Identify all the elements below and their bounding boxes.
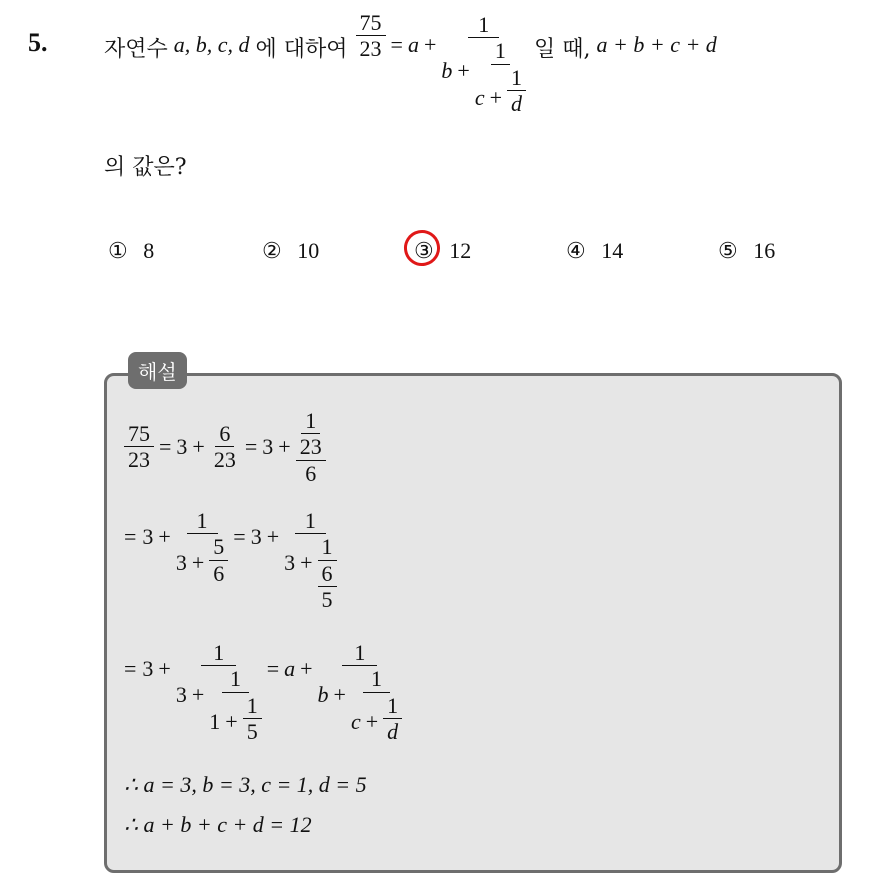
choice-value: 16 [753, 238, 776, 263]
choice-value: 10 [297, 238, 320, 263]
choice-value: 8 [143, 238, 155, 263]
question-prefix: 자연수 [104, 37, 168, 62]
choice-marker: ③ [414, 238, 434, 263]
choice-5[interactable] [718, 238, 775, 264]
question-suffix: 일 때, [534, 37, 591, 62]
solution-step-2: = 3 + 1 3 + $\frac{5}{6}$ = 3 + 1 3 + $\frac{1}{\frac{6}{5}}$ [124, 508, 337, 612]
choice-value: 14 [601, 238, 624, 263]
question-mid: 에 대하여 [255, 37, 348, 62]
choice-4[interactable] [566, 238, 623, 264]
solution-label: 해설 [128, 352, 187, 389]
solution-step-3: = 3 + 1 3 + 1 1 + $\frac{1}{5}$ = a + 1 b + 1 c + $\frac{1}{d}$ [124, 640, 402, 744]
choice-marker: ⑤ [718, 238, 738, 263]
choice-marker: ④ [566, 238, 586, 263]
solution-conclusion-2: ∴ a + b + c + d = 12 [124, 812, 312, 837]
choice-marker: ① [108, 238, 128, 263]
question-line2: 의 값은? [104, 155, 187, 180]
question-vars: a, b, c, d [173, 32, 250, 57]
question-frac-num: 75 [356, 10, 386, 36]
choice-1[interactable] [108, 238, 154, 264]
choice-marker: ② [262, 238, 282, 263]
question-target: a + b + c + d [596, 32, 717, 57]
question-equation: $\frac{75}{23}$ = a + 1 b + 1 c + $\frac{1}{d}$ [356, 12, 526, 116]
solution-step-1: $\frac{75}{23}$ = 3 + $\frac{6}{23}$ = 3 + $\frac{1}{\frac{23}{6}}$ [124, 408, 326, 486]
choice-value: 12 [449, 238, 472, 263]
question-frac-den: 23 [359, 36, 382, 62]
solution-conclusion-1: ∴ a = 3, b = 3, c = 1, d = 5 [124, 772, 367, 797]
choice-2[interactable] [262, 238, 319, 264]
question-number: 5. [28, 28, 48, 57]
question-stem [104, 12, 717, 116]
